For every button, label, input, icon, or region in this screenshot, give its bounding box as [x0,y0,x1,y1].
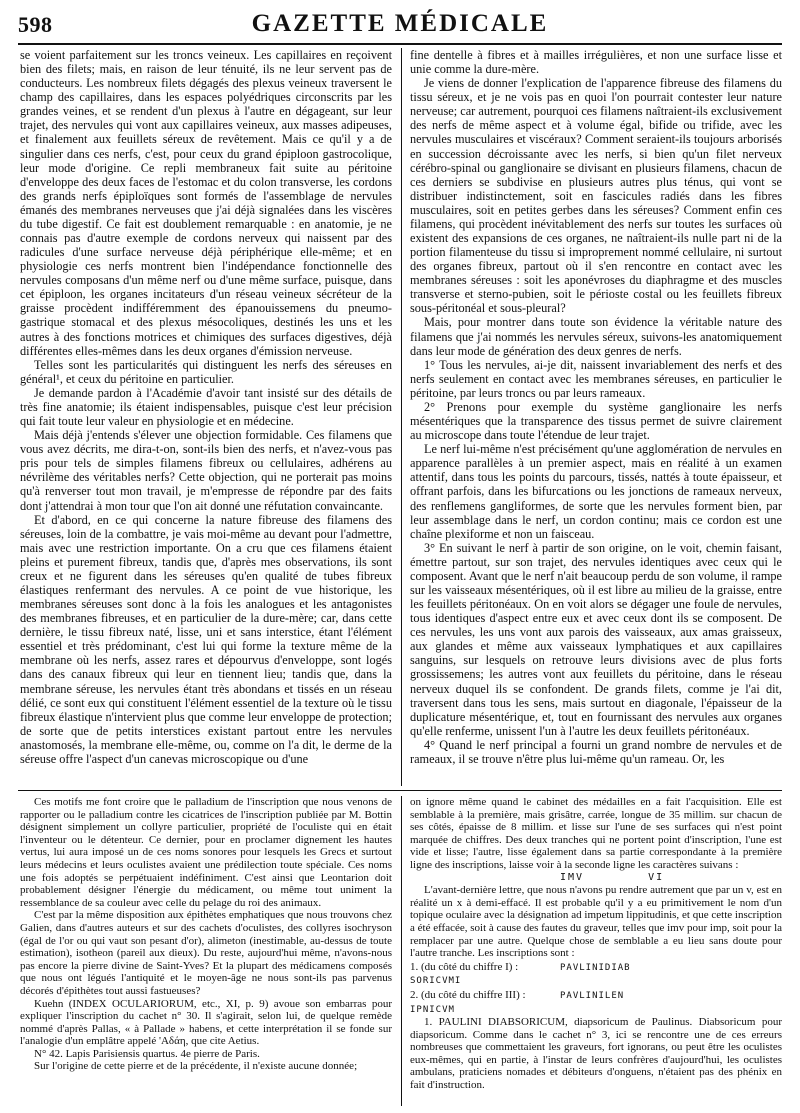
paragraph: se voient parfaitement sur les troncs veineux. Les capillaires en reçoivent bien des filets; mais, en raison de leur ténuité, ils ne leur servent pas de conducteurs. Les nombreux filets dégagés des plexus veineux traversent le champ des capillaires, dans les espaces polyédriques circonscrits par les grandes veines, et se rendent d'un plexus à l'autre en dégageant, sur leur trajet, des nervules qui vont aux capillaires veineux, aux masses adipeuses, et finalement aux feuillets séreux de revêtement. Mais ce qu'il y a de singulier dans ces nerfs, c'est, pour ceux du grand épiploon gastrocolique, leur mode d'origine. Ce repli membraneux fait suite au péritoine d'enveloppe des deux faces de l'estomac et du colon transverse, les cordons des grands nerfs épiploïques sont formés de l'assemblage de nervules émanés des membranes nerveuses que j'ai déjà signalées dans les viscères du tube digestif. Ce fait est doublement remarquable : en anatomie, je ne connais pas d'autre exemple de cordons nerveux qui naissent par des radicules d'une surface nerveuse déjà périphérique elle-même; et en physiologie ces nerfs montrent bien l'indépendance fonctionnelle des nervules composans d'un même nerf ou d'une même surface, puisque, dans cet épiploon, les organes incitateurs d'un réseau veineux sécréteur de la graisse procèdent indifféremment des épanouissemens du pneumo-gastrique stomacal et des plexus mésocoliques, destinés les uns et les autres à des fonctions motrices et chimiques des surfaces digestives, déjà différentes elles-mêmes dans les deux organes d'émission nerveuse. [20,48,392,358]
paragraph: Telles sont les particularités qui distinguent les nerfs des séreuses en général¹, et ceux du péritoine en particulier. [20,357,392,386]
paragraph: 1. PAULINI DIABSORICUM, diapsoricum de Paulinus. Diabsoricum pour diapsoricum. Comme dans le cachet n° 3, ici se rencontre une de ces erreurs nombreuses que commettaient les graveurs, fort ignorans, ou peut être les oculistes eux-mêmes, qui en partie, à l'instar de leurs confrères d'aujourd'hui, les oculistes ambulans, praticiens nomades et débiteurs d'onguens, n'étaient pas des phénix en fait d'instruction. [410,1016,782,1092]
paragraph: Et d'abord, en ce qui concerne la nature fibreuse des filamens des séreuses, loin de la combattre, je vais moi-même au devant pour l'admettre, mais avec une restriction importante. On a cru que ces filamens étaient pleins et purement fibreux, tandis que, d'après mes observations, ils sont creux et ne figurent dans les séreuses qu'en qualité de tubes fibreux élastiques renfermant des nervules. A ce point de vue historique, les membranes séreuses sont donc à la fois les analogues et les antagonistes des membranes fibreuses, et en particulier de la dure-mère; car, dans cette dernière, le tissu fibreux naté, lisse, uni et sans interstice, étant l'élément essentiel et très prédominant, c'est lui qui forme la texture même de la membrane où les nerfs, assez rares et dépourvus d'enveloppe, sont logés dans des canaux fibreux qui leur en tiennent lieu; tandis que, dans la membrane séreuse, les nervules étant très abondans et tissés en un réseau délié, ce sont eux qui constituent l'élément essentiel de la texture où le tissu fibreux élastique n'intervient plus que comme leur enveloppe de protection; de sorte que de petits interstices existant partout entre les nervules anastomosés, la membrane elle-même, ou, comme on l'a dit, le derme de la séreuse offre l'aspect d'un canevas microscopique ou d'une [20,512,392,766]
header-rule [18,43,782,45]
paragraph: on ignore même quand le cabinet des médailles en a fait l'acquisition. Elle est semblable à la première, mais grisâtre, carrée, longue de 35 millim. sur chacun de ses côtés, épaisse de 8 millim. et lisse sur l'une de ses surfaces qui n'est point marquée de chiffres. Des deux tranches qui ne portent point d'inscription, l'une est vide et lisse; l'autre, lisse également dans sa partie correspondante à la première ligne des inscriptions, laisse voir à la seconde ligne les caractères suivans : [410,796,782,871]
inscription-text: PAVLINIDIAB [560,962,631,973]
paragraph: Le nerf lui-même n'est précisément qu'une agglomération de nervules en apparence parallèles à un premier aspect, mais en réalité à un examen attentif, dans tous les points du parcours, tissés, nattés à toute épaisseur, et offrant parfois, dans les bifurcations ou les jonctions de rameaux nerveux, des renflemens gangliformes, de sorte que les nervules forment bien, par leur assemblage dans le nerf, un cordon continu; mais ce cordon est une chaîne plexiforme et non un faisceau. [410,442,782,541]
paragraph: N° 42. Lapis Parisiensis quartus. 4e pierre de Paris. [34,1047,260,1060]
paragraph: Je viens de donner l'explication de l'apparence fibreuse des filamens du tissu séreux, et je ne vois pas en quoi l'on pourrait contester leur nature nerveuse; car autrement, pourquoi ces filamens naîtraient-ils exclusivement des nerfs de même aspect et à volume égal, bifide ou trifide, avec les nervules musculaires et viscéraux? Comment seraient-ils toujours arborisés en succession décroissante avec les nerfs, si bien qu'un filet nerveux cérébro-spinal ou ganglionaire se divisant en plusieurs filamens, chacun de ces derniers se subdivise en plusieurs autres plus ténus, qui vont se distribuer indistinctement, soit en fascicules radiés dans les fibres musculaires, soit en petites gerbes dans les séreuses? Comment enfin ces filamens, qui procèdent inévitablement des nerfs sur toutes les surfaces où existent des expansions de ces organes, ne naîtraient-ils nulle part ni de la portion filamenteuse du tissu si improprement nommé cellulaire, ni surtout des organes fibreux, partout où il s'en rencontre en contact avec les membranes séreuses : soit les aponévroses du diaphragme et des muscles transverse et sterno-pubien, soit le périoste costal ou les feuillets fibreux sous-péritonéal et sous-pleural? [410,76,782,316]
paragraph: Mais, pour montrer dans toute son évidence la véritable nature des filamens que j'ai nommés les nervules séreux, suivons-les anatomiquement dans leur mode de génération des deux genres de nerfs. [410,315,782,358]
upper-right-column [410,48,782,786]
paragraph: Mais déjà j'entends s'élever une objection formidable. Ces filamens que vous avez décrits, me dira-t-on, sont-ils bien des nerfs, et n'avez-vous pas pris pour tels de simples filamens fibreux ou cellulaires, adhérens au névrilème des véritables nerfs? Cette objection, qui ne porterait pas moins qu'à renverser tout mon travail, je m'empresse de répondre par des faits dont j'attendrai à mon tour que l'on ait donné une réfutation convaincante. [20,428,392,513]
journal-title: GAZETTE MÉDICALE [251,10,549,37]
paragraph: Sur l'origine de cette pierre et de la précédente, il n'existe aucune donnée; [34,1060,358,1073]
upper-column-divider [401,48,402,786]
lower-right-column [410,796,782,1106]
inscription-line [560,872,782,885]
paragraph: 1° Tous les nervules, ai-je dit, naissent invariablement des nerfs et des nerfs seulement en contact avec les membranes séreuses, en particulier le péritoine, par leurs troncs ou par leurs rameaux. [410,357,782,400]
paragraph: fine dentelle à fibres et à mailles irrégulières, et non une surface lisse et unie comme la dure-mère. [410,48,782,77]
paragraph: 2° Prenons pour exemple du système ganglionaire les nerfs mésentériques que la transparence des tissus permet de suivre clairement au microscope dans toute l'étendue de leur trajet. [410,399,782,443]
page-number: 598 [18,12,53,37]
paragraph: Ces motifs me font croire que le palladium de l'inscription que nous venons de rapporter ou le palladium contre les cicatrices de l'inscription publiée par M. Bottin désignent simplement un collyre particulier, propriété de l'oculiste qui en était l'inventeur ou le détenteur. Ce dernier, pour en proclamer dignement les hautes vertus, lui aura imposé un de ces noms sonores pour lesquels les Grecs et surtout leurs médecins et leurs oculistes avaient une prédilection toute spéciale. Ces noms une fois adoptés se perpétuaient indéfiniment. C'est ainsi que Leontarion doit probablement désigner l'énergie du médicament, ou même tout uniment la ressemblance de sa couleur avec celle du pelage du roi des animaux. [20,796,392,909]
paragraph: 4° Quand le nerf principal a fourni un grand nombre de nervules et de rameaux, il se trouve n'être plus lui-même qu'un rameau. Or, les [410,737,782,766]
lower-column-divider [401,796,402,1106]
lower-left-column [20,796,392,1106]
inscription-text: IPNICVM [410,1004,455,1015]
paragraph: C'est par la même disposition aux épithètes emphatiques que nous trouvons chez Galien, dans d'autres auteurs et sur des cachets d'oculistes, des collyres isochryson (égal de l'or ou qui vaut son pesant d'or), alimeton (inestimable, au-dessus de toute estimation), isotheon (pareil aux dieux). Du reste, aujourd'hui même, n'avons-nous pas encore la pierre divine de Saint-Yves? Et la plupart des médicamens composés que nous ont légués l'antiquité et le moyen-âge ne nous sont-ils pas parvenus décorés d'épithètes tout aussi fastueuses? [20,909,392,997]
paragraph: Kuehn (INDEX OCULARIORUM, etc., XI, p. 9) avoue son embarras pour expliquer l'inscription du cachet n° 30. Il s'agirait, selon lui, de quelque remède nommé d'après Pallas, « à Pallade » habens, et cette interprétation il se fonde sur l'analogie d'un emplâtre appelé 'Αδάη, que cite Aetius. [20,997,392,1048]
paragraph: L'avant-dernière lettre, que nous n'avons pu rendre autrement que par un v, est en réalité un x à demi-effacé. Il est probable qu'il y a eu primitivement le nom d'un topique oculaire avec la désignation ad impetum lippitudinis, et que cette inscription a été effacée, soit à cause des fautes du graveur, telles que imv pour imp, soit pour la remplacer par une autre. Quelque chose de semblable a eu lieu sans doute pour l'autre tranche. Les inscriptions sont : [410,884,782,960]
inscription-text: IMV [560,871,585,883]
inscription-text: VI [648,871,665,883]
inscription-label: 2. (du côté du chiffre III) : [410,988,526,1001]
inscription-row [410,961,782,975]
inscription-row [410,989,782,1003]
page-header [18,8,782,42]
inscription-label: 1. (du côté du chiffre I) : [410,960,519,973]
upper-left-column [20,48,392,786]
feuilleton-rule [18,790,782,791]
inscription-text: SORICVMI [410,976,462,987]
paragraph: 3° En suivant le nerf à partir de son origine, on le voit, chemin faisant, émettre partout, sur son trajet, des nervules identiques avec ceux qui le composent. Avant que le nerf n'ait beaucoup perdu de son volume, il rampe sur les vaisseaux mésentériques, où il est libre au milieu de la graisse, entre les feuillets péritonéaux. On en voit alors se dégager une foule de nervules, tous identiques d'aspect entre eux et avec ceux dont ils se composent. De ces nervules, les uns vont aux parois des vaisseaux, aux amas graisseux, aux glandes et même aux vaisseaux lymphatiques et aux capillaires sanguins, sur lesquels on retrouve leurs divisions avec de plus forts grossissemens; les autres vont aux feuillets du péritoine, dans le réseau nerveux duquel ils se confondent. De grands filets, comme je l'ai dit, traversent dans tous les sens, mais surtout en diagonale, l'épaisseur de la duplicature mésentérique, et, tout en fournissant des nervules aux organes qu'elle renferme, unissent l'un à l'autre les deux feuillets péritonéaux. [410,540,782,738]
paragraph: Je demande pardon à l'Académie d'avoir tant insisté sur des détails de très fine anatomie; ils étaient indispensables, puisque c'est leur précision qui fait toute leur valeur en physiologie et en médecine. [20,385,392,429]
inscription-text: PAVLINILEN [560,990,625,1001]
